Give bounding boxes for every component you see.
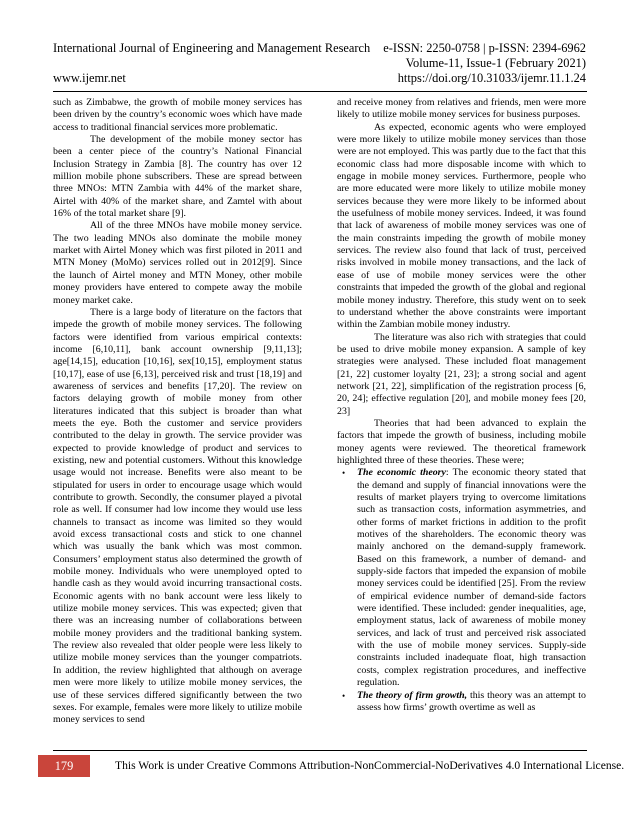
paragraph: The literature was also rich with strategies that could be used to drive mobile money expansion. A sample of key strategies were analysed. These included float management [21, 22] customer loyalty [21, 23]; a strong social and agent network [21, 22], simplification of the registration process [6, 20, 24]; effective regulation [20], and mobile money fees [20, 23] bbox=[337, 331, 586, 417]
bullet-icon: • bbox=[342, 690, 346, 701]
bullet-icon: • bbox=[342, 468, 346, 479]
theory-title: The economic theory bbox=[357, 467, 446, 479]
left-column bbox=[53, 97, 302, 747]
journal-website[interactable]: www.ijemr.net bbox=[53, 71, 126, 85]
footer-rule bbox=[53, 750, 587, 751]
paragraph: The development of the mobile money sector has been a center piece of the country’s National Financial Inclusion Strategy in Zambia [8]. The country has over 12 million mobile phone subscribers. These are spread between three MNOs: MTN Zambia with 44% of the market share, Airtel with 40% of the market share, and Zamtel with about 16% of the total market share [9]. bbox=[53, 134, 302, 220]
doi-link[interactable]: https://doi.org/10.31033/ijemr.11.1.24 bbox=[397, 71, 586, 85]
theory-separator: : bbox=[445, 467, 453, 479]
theory-title: The theory of firm growth, bbox=[357, 689, 468, 701]
header-rule bbox=[53, 91, 587, 92]
volume-issue: Volume-11, Issue-1 (February 2021) bbox=[405, 56, 586, 70]
paragraph: and receive money from relatives and friends, men were more likely to utilize mobile money services for business purposes. bbox=[337, 97, 586, 121]
paragraph: There is a large body of literature on the factors that impede the growth of mobile money services. The following factors were identified from various empirical contexts: income [6,10,11], bank account ownership [9,11,13]; age[14,15], education [10,16], sex[10,15], employment status [10,17], ease of use [6,13], perceived risk and trust [18,19] and awareness of services and benefits [17,20]. The review on factors delaying growth of mobile money from other literatures indicated that this subject is broader than what meets the eye. Both the customer and service providers contributed to the delay in growth. The service provider was expected to provide knowledge of product and services to existing, new and potential customers. Without this knowledge usage would not increase. Benefits were also meant to be stipulated for users in order to encourage usage which would contribute to growth. Secondly, the consumer played a pivotal role as well. If consumer had low income they would use less channels to transact as income was limited so they would avoid excess transactional costs and stick to one channel which was usually the bank which was most common. Consumers’ employment status also determined the growth of mobile money. Individuals who were unemployed opted to handle cash as they would avoid incurring transactional costs. Economic agents with no bank account were less likely to utilize mobile money services. This was expected; given that there was an increasing number of collaborations between mobile money providers and the traditional banking system. The review also revealed that older people were less likely to utilize mobile money services than the younger compatriots. In addition, the review highlighted that although on average men were more likely to utilize mobile money services, the use of these services differed significantly between the two sexes. For example, females were more likely to utilize mobile money services to send bbox=[53, 306, 302, 726]
theory-item bbox=[342, 689, 586, 715]
theory-list bbox=[337, 467, 586, 714]
theory-text: The economic theory stated that the demand and supply of financial innovations were the results of market players trying to overcome limitations such as transaction costs, information asymmetries, and other forms of market frictions in addition to the profit motives of the shareholders. The economic theory was mainly anchored on the demand-supply framework. Based on this framework, a number of demand- and supply-side factors that impeded the expansion of mobile money services could be identified [25]. From the review of empirical evidence number of demand-side factors were identified. These included: gender inequalities, age, employment status, lack of awareness of mobile money services, and lack of trust and perceived risk associated with the use of mobile money services. Supply-side constraints included inadequate float, high transaction costs, complex registration procedures, and ineffective regulation. bbox=[357, 467, 586, 689]
paragraph: such as Zimbabwe, the growth of mobile money services has been driven by the country’s economic woes which have made access to traditional financial services more problematic. bbox=[53, 97, 302, 133]
page-number: 179 bbox=[38, 755, 90, 777]
issn-line: e-ISSN: 2250-0758 | p-ISSN: 2394-6962 bbox=[383, 41, 586, 55]
theory-text: this theory was an attempt to assess how firms’ growth overtime as well as bbox=[357, 689, 586, 713]
right-column bbox=[337, 97, 586, 747]
paragraph: Theories that had been advanced to explain the factors that impede the growth of business, including mobile money agents were reviewed. The theoretical framework highlighted three of these theories. These were; bbox=[337, 417, 586, 466]
journal-title: International Journal of Engineering and Management Research bbox=[53, 41, 371, 55]
paragraph: As expected, economic agents who were employed were more likely to utilize mobile money services than those were are not employed. This was partly due to the fact that this economic class had more disposable income with which to engage in mobile money services. Furthermore, people who are more educated were more likely to utilize mobile money services because they were more likely to be informed about the usefulness of mobile money services. Indeed, it was found that lack of awareness of mobile money services was one of the main constraints impeding the growth of mobile money services. The review also found that lack of trust, perceived risks involved in mobile money transactions, and the lack of ease of use of mobile money services were the other constraints that impeded the growth of the global and regional mobile money industry. Therefore, this study went on to seek to understand whether the above constraints were important within the Zambian mobile money industry. bbox=[337, 121, 586, 331]
theory-item bbox=[342, 467, 586, 689]
license-notice: This Work is under Creative Commons Attribution-NonCommercial-NoDerivatives 4.0 International License. bbox=[115, 759, 625, 772]
paragraph: All of the three MNOs have mobile money service. The two leading MNOs also dominate the mobile money market with Airtel Money which was first piloted in 2011 and MTN Money (MoMo) services rolled out in 2012[9]. Since the launch of Airtel money and MTN Money, other mobile money providers have entered to compete away the mobile money market cake. bbox=[53, 220, 302, 306]
